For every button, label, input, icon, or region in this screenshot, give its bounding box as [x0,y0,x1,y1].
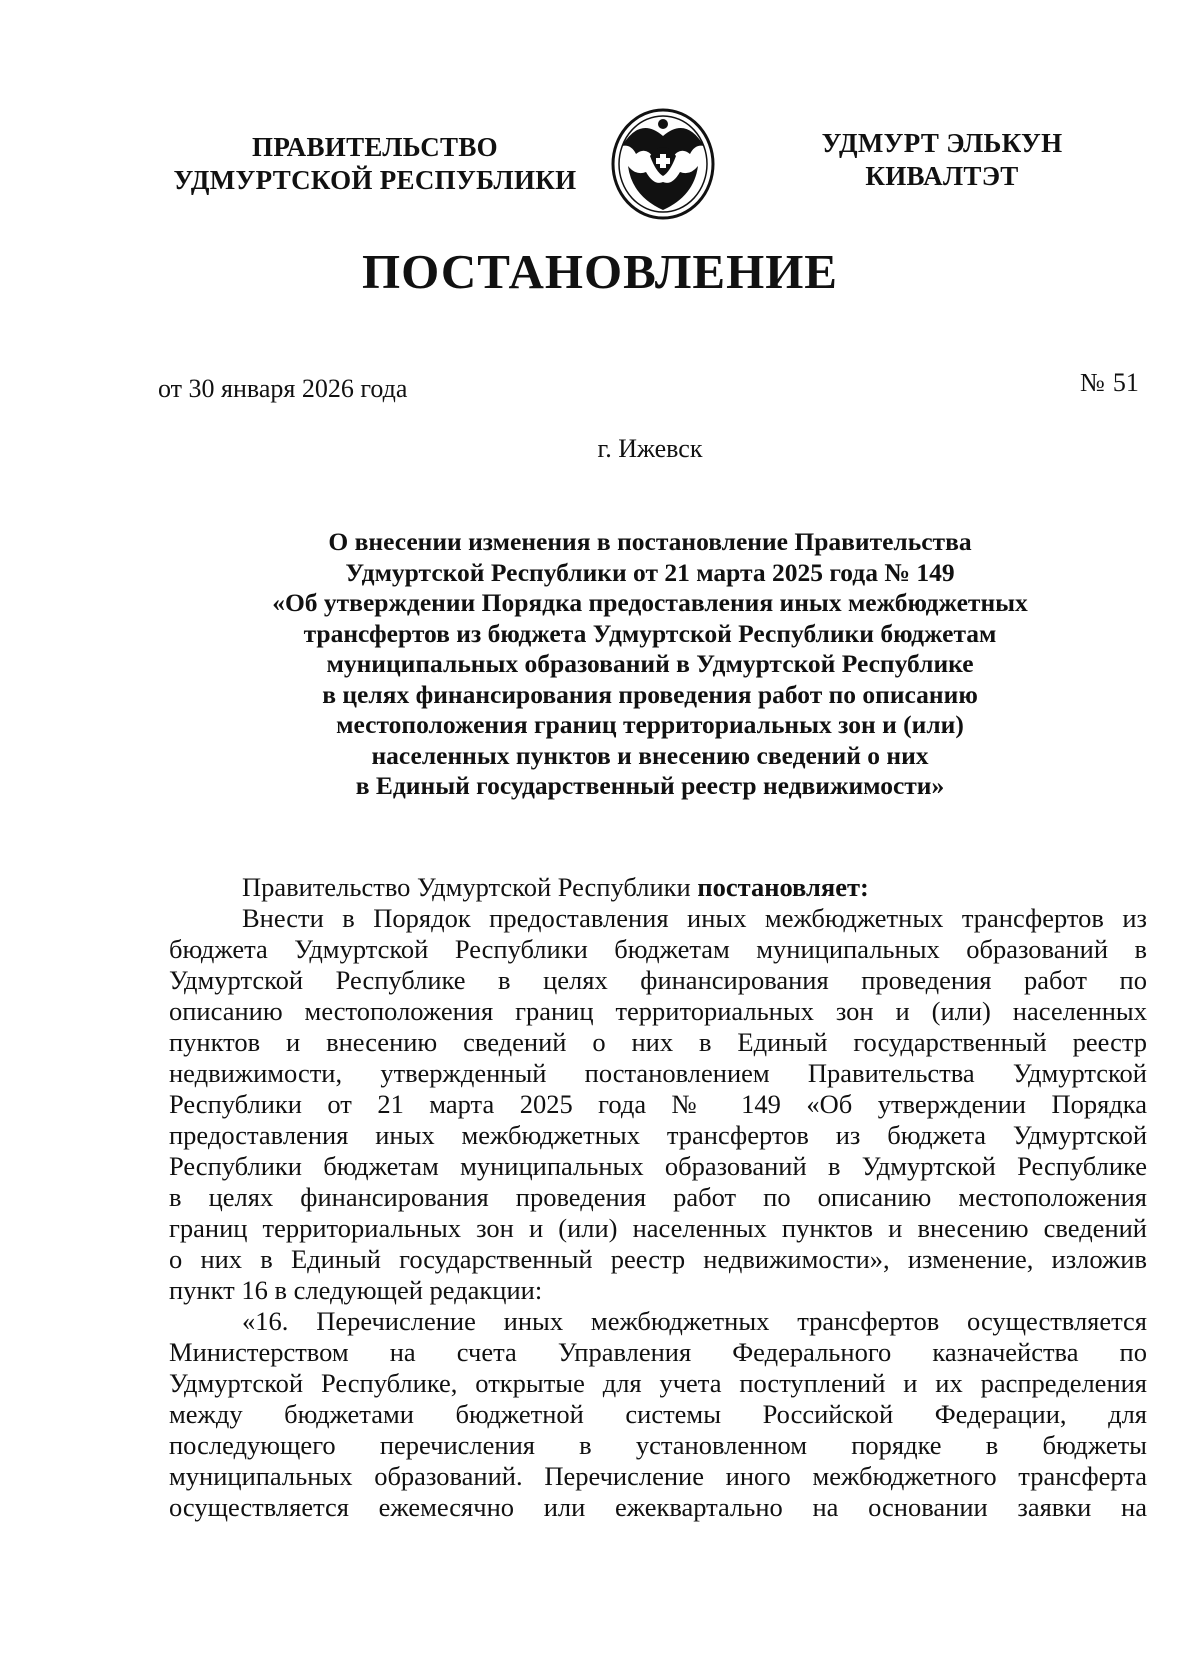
text-line: Внести в Порядок предоставления иных межбюджетных трансфертов из [242,903,1147,933]
title-line: О внесении изменения в постановление Правительства [328,527,972,556]
document-number [1080,368,1139,398]
resolution-intro [169,872,1147,903]
text-line: последующего перечисления в установленном порядке в бюджеты [169,1430,1147,1460]
text-line: о них в Единый государственный реестр недвижимости», изменение, изложив [169,1244,1147,1274]
text-line: недвижимости, утвержденный постановлением Правительства Удмуртской [169,1058,1147,1088]
text-line: Министерством на счета Управления Федерального казначейства по [169,1337,1147,1367]
text-line: границ территориальных зон и (или) населенных пунктов и внесению сведений [169,1213,1147,1243]
title-line: в Единый государственный реестр недвижимости» [355,771,945,800]
paragraph-point-16 [169,1306,1147,1523]
number-sign: № [1080,368,1105,397]
coat-of-arms-icon [610,106,716,222]
text-line: осуществляется ежемесячно или ежеквартально на основании заявки на [169,1492,1147,1522]
government-name-udmurt-line1: УДМУРТ ЭЛЬКУН [821,128,1063,158]
text-line: Республики бюджетам муниципальных образований в Удмуртской Республике [169,1151,1147,1181]
government-name-udmurt-line2: КИВАЛТЭТ [865,161,1019,191]
government-name-line1: ПРАВИТЕЛЬСТВО [252,132,498,162]
paragraph-amendment [169,903,1147,1306]
intro-bold: постановляет: [697,872,869,902]
number-value: 51 [1112,368,1139,397]
text-line: предоставления иных межбюджетных трансфертов из бюджета Удмуртской [169,1120,1147,1150]
government-name-russian [150,131,600,197]
title-line: «Об утверждении Порядка предоставления иных межбюджетных [272,588,1028,617]
text-line: Республики от 21 марта 2025 года № 149 «Об утверждении Порядка [169,1089,1147,1119]
text-line: пункт 16 в следующей редакции: [169,1275,543,1305]
text-line: муниципальных образований. Перечисление иного межбюджетного трансферта [169,1461,1147,1491]
title-line: населенных пунктов и внесению сведений о них [371,740,929,770]
document-title [150,527,1150,802]
government-name-line2: УДМУРТСКОЙ РЕСПУБЛИКИ [173,165,577,195]
title-line: трансфертов из бюджета Удмуртской Республики бюджетам [303,618,997,648]
document-body [169,872,1147,1523]
government-name-udmurt [792,127,1092,193]
text-line: Удмуртской Республике в целях финансирования проведения работ по [169,965,1147,995]
text-line: бюджета Удмуртской Республики бюджетам муниципальных образований в [169,934,1147,964]
document-type: ПОСТАНОВЛЕНИЕ [362,244,838,299]
text-line: пунктов и внесению сведений о них в Единый государственный реестр [169,1027,1147,1057]
title-line: местоположения границ территориальных зон и (или) [336,710,964,739]
document-date: от 30 января 2026 года [158,374,408,403]
text-line: между бюджетами бюджетной системы Российской Федерации, для [169,1399,1147,1429]
text-line: описанию местоположения границ территориальных зон и (или) населенных [169,996,1147,1026]
text-line: в целях финансирования проведения работ по описанию местоположения [169,1182,1147,1212]
title-line: Удмуртской Республики от 21 марта 2025 года № 149 [345,557,955,587]
intro-text: Правительство Удмуртской Республики [242,872,698,902]
text-line: «16. Перечисление иных межбюджетных трансфертов осуществляется [242,1306,1147,1336]
title-line: в целях финансирования проведения работ по описанию [322,679,978,709]
document-city: г. Ижевск [597,434,703,463]
text-line: Удмуртской Республике, открытые для учета поступлений и их распределения [169,1368,1147,1398]
title-line: муниципальных образований в Удмуртской Республике [326,649,974,678]
